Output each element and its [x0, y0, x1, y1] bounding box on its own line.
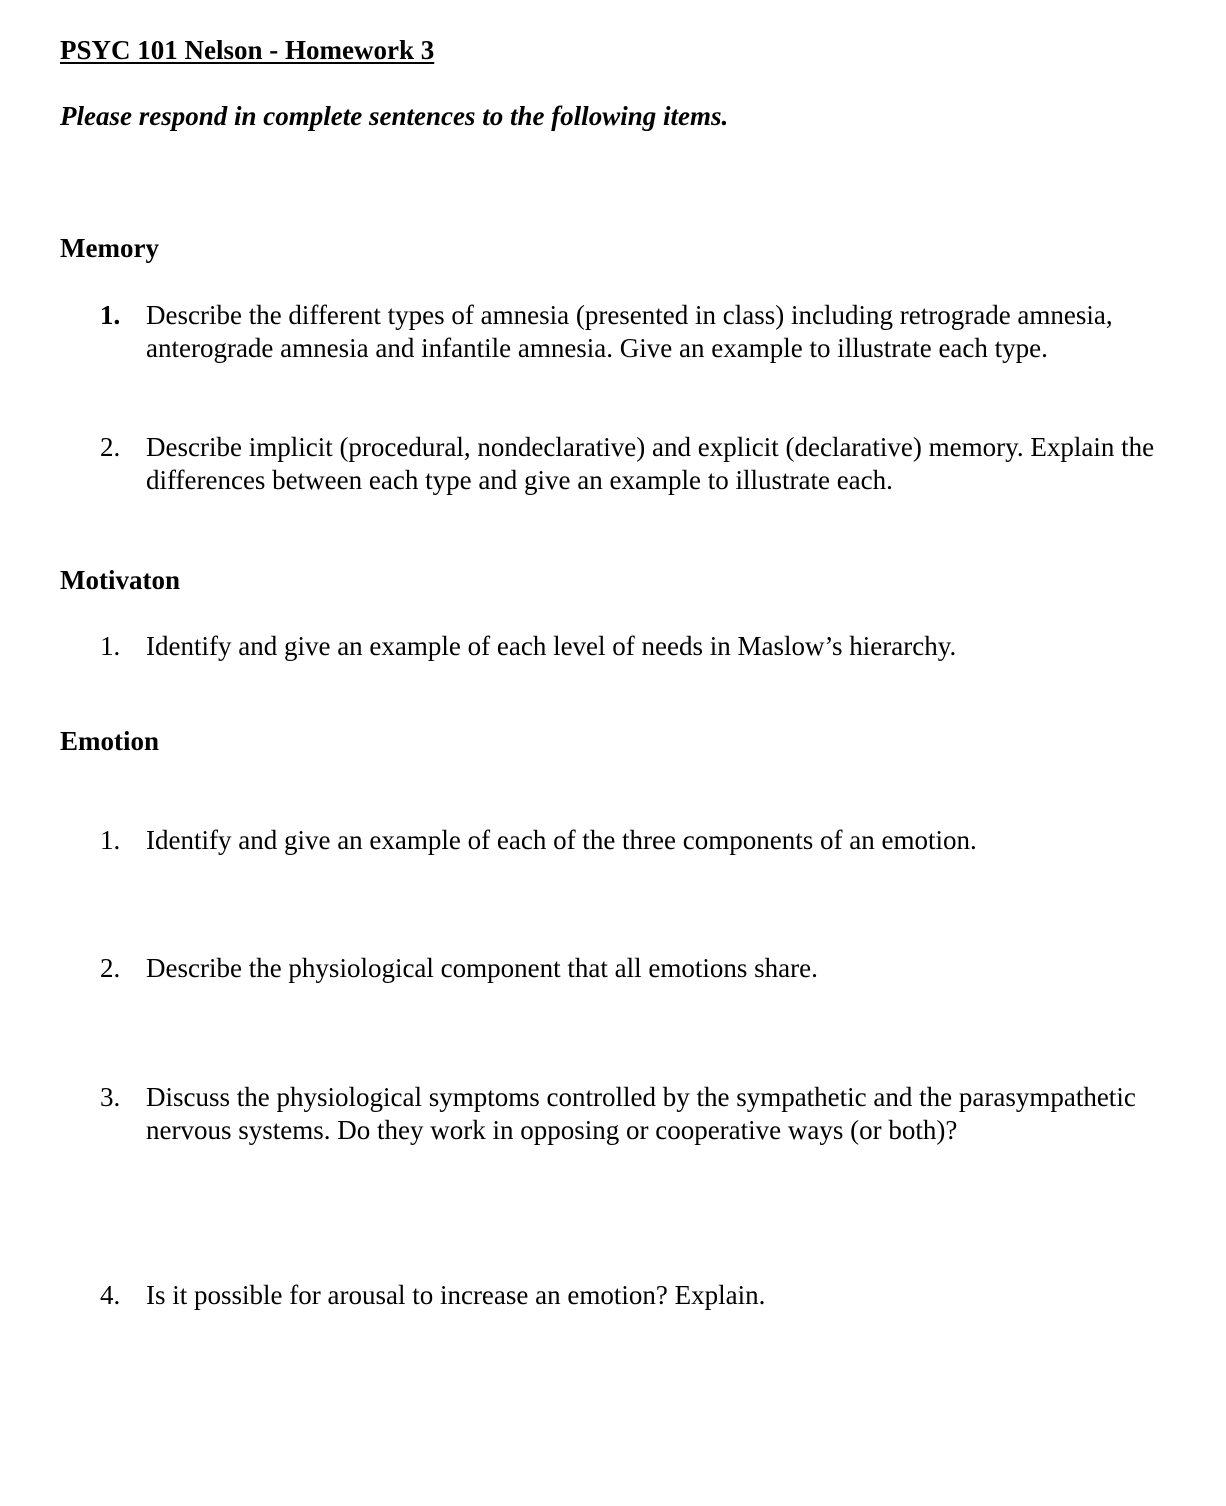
- list-item: [100, 952, 1190, 985]
- item-text: Is it possible for arousal to increase an emotion? Explain.: [146, 1280, 766, 1310]
- item-text: Describe implicit (procedural, nondeclarative) and explicit (declarative) memory. Explain the differences between each type and give an example to illustrate each.: [146, 432, 1155, 495]
- item-number: 1.: [100, 631, 121, 661]
- list-item: [100, 299, 1190, 365]
- item-number: 1.: [100, 300, 121, 330]
- item-text: Describe the physiological component that all emotions share.: [146, 953, 818, 983]
- list-item: [100, 630, 1190, 663]
- item-text: Identify and give an example of each of the three components of an emotion.: [146, 825, 977, 855]
- list-item: [100, 1081, 1190, 1147]
- list-item: [100, 824, 1190, 857]
- page-title: PSYC 101 Nelson - Homework 3: [60, 35, 435, 65]
- item-number: 2.: [100, 953, 121, 983]
- item-text: Describe the different types of amnesia (presented in class) including retrograde amnesia, anterograde amnesia and infantile amnesia. Give an example to illustrate each type.: [146, 300, 1113, 363]
- list-item: [100, 431, 1190, 497]
- item-text: Identify and give an example of each level of needs in Maslow’s hierarchy.: [146, 631, 957, 661]
- section-heading-emotion: Emotion: [60, 726, 160, 756]
- item-number: 3.: [100, 1082, 121, 1112]
- section-heading-memory: Memory: [60, 233, 159, 263]
- item-text: Discuss the physiological symptoms controlled by the sympathetic and the parasympathetic nervous systems. Do they work in opposing or cooperative ways (or both)?: [146, 1082, 1136, 1145]
- item-number: 1.: [100, 825, 121, 855]
- item-number: 2.: [100, 432, 121, 462]
- instructions: Please respond in complete sentences to the following items.: [60, 101, 729, 131]
- list-item: [100, 1279, 1190, 1312]
- item-number: 4.: [100, 1280, 121, 1310]
- section-heading-motivation: Motivaton: [60, 565, 180, 595]
